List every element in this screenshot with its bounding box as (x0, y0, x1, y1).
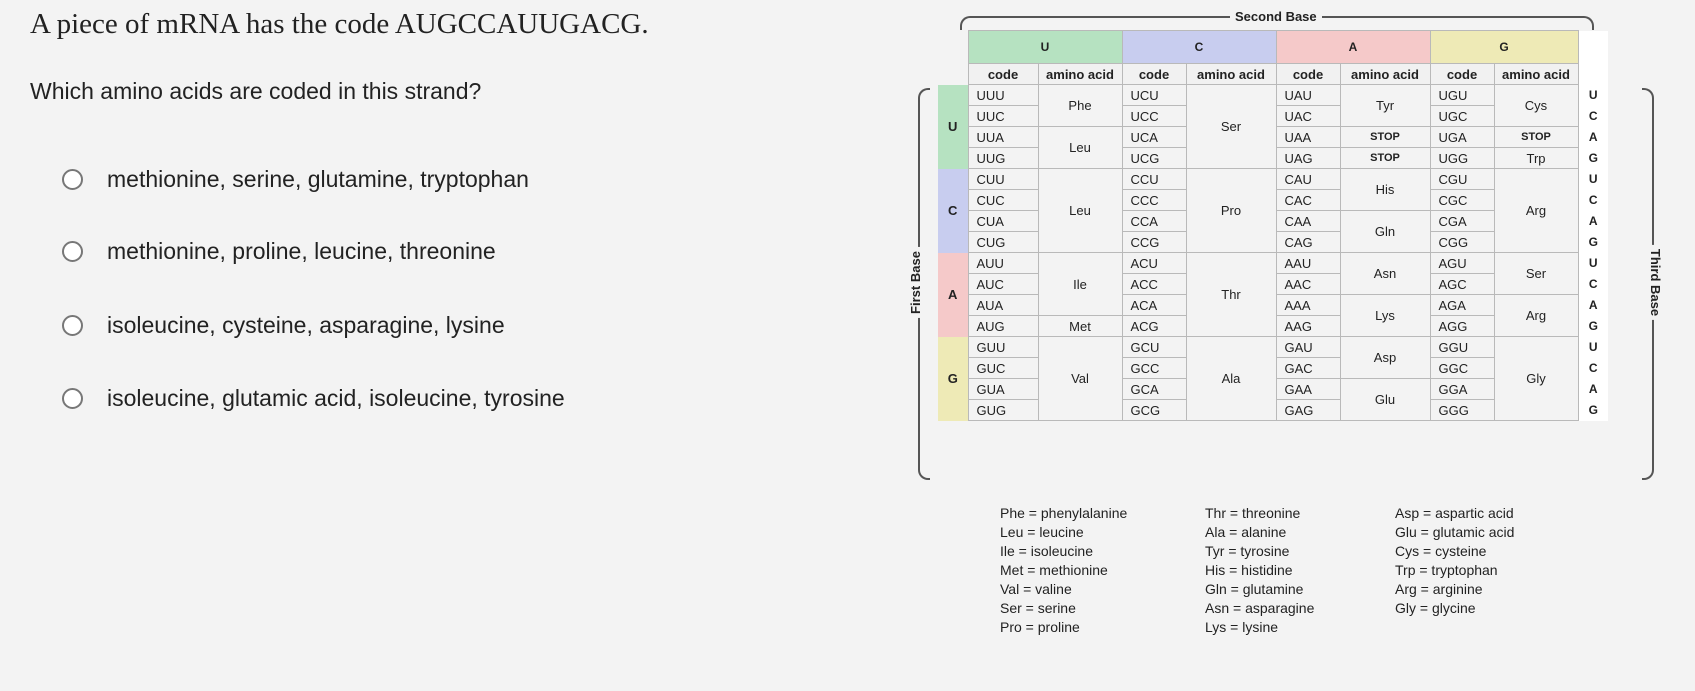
legend-entry: Asp = aspartic acid (1395, 505, 1514, 521)
amino-acid-cell: Leu (1038, 127, 1122, 169)
codon-cell: AGC (1430, 274, 1494, 295)
codon-cell: UUU (968, 85, 1038, 106)
codon-cell: UGA (1430, 127, 1494, 148)
amino-acid-cell: Arg (1494, 295, 1578, 337)
codon-cell: UAU (1276, 85, 1340, 106)
second-base-label: Second Base (1230, 9, 1322, 24)
legend-entry: Arg = arginine (1395, 581, 1483, 597)
amino-acid-cell: STOP (1340, 148, 1430, 169)
radio-button[interactable] (62, 315, 83, 336)
legend-entry: His = histidine (1205, 562, 1293, 578)
codon-cell: AUU (968, 253, 1038, 274)
codon-cell: GCG (1122, 400, 1186, 421)
codon-cell: GUC (968, 358, 1038, 379)
code-column-header: code (1276, 64, 1340, 85)
radio-button[interactable] (62, 388, 83, 409)
legend-entry: Glu = glutamic acid (1395, 524, 1515, 540)
legend-entry: Asn = asparagine (1205, 600, 1315, 616)
codon-cell: UGG (1430, 148, 1494, 169)
amino-acid-cell: STOP (1340, 127, 1430, 148)
answer-option-1[interactable] (62, 166, 529, 193)
codon-cell: AAA (1276, 295, 1340, 316)
amino-acid-cell: Ala (1186, 337, 1276, 421)
codon-cell: GCA (1122, 379, 1186, 400)
third-base-cell: A (1578, 379, 1608, 400)
codon-cell: ACA (1122, 295, 1186, 316)
legend-entry: Gly = glycine (1395, 600, 1476, 616)
amino-acid-cell: His (1340, 169, 1430, 211)
codon-cell: GUA (968, 379, 1038, 400)
codon-cell: UGU (1430, 85, 1494, 106)
legend-entry: Pro = proline (1000, 619, 1080, 635)
legend-entry: Trp = tryptophan (1395, 562, 1498, 578)
third-base-cell: U (1578, 169, 1608, 190)
second-base-header: U (968, 31, 1122, 64)
codon-cell: CAC (1276, 190, 1340, 211)
codon-cell: GUU (968, 337, 1038, 358)
codon-cell: CUC (968, 190, 1038, 211)
codon-cell: GGA (1430, 379, 1494, 400)
codon-cell: GGU (1430, 337, 1494, 358)
codon-cell: CGA (1430, 211, 1494, 232)
amino-acid-cell: STOP (1494, 127, 1578, 148)
third-base-cell: G (1578, 400, 1608, 421)
answer-option-3[interactable] (62, 312, 505, 339)
legend-entry: Phe = phenylalanine (1000, 505, 1128, 521)
codon-cell: UCG (1122, 148, 1186, 169)
option-label: isoleucine, glutamic acid, isoleucine, tyrosine (107, 385, 565, 411)
codon-cell: AGG (1430, 316, 1494, 337)
third-base-cell: C (1578, 190, 1608, 211)
legend-entry: Ala = alanine (1205, 524, 1287, 540)
question-subtitle: Which amino acids are coded in this strand? (30, 78, 482, 104)
codon-cell: GAU (1276, 337, 1340, 358)
codon-cell: ACU (1122, 253, 1186, 274)
third-base-cell: G (1578, 148, 1608, 169)
second-base-header: C (1122, 31, 1276, 64)
codon-cell: UUG (968, 148, 1038, 169)
amino-acid-cell: Pro (1186, 169, 1276, 253)
amino-acid-legend (1000, 505, 1625, 635)
amino-acid-cell: Gly (1494, 337, 1578, 421)
amino-acid-column-header: amino acid (1186, 64, 1276, 85)
codon-cell: UCU (1122, 85, 1186, 106)
legend-entry: Ser = serine (1000, 600, 1076, 616)
codon-cell: CGG (1430, 232, 1494, 253)
codon-table (938, 30, 1608, 421)
codon-cell: AAC (1276, 274, 1340, 295)
first-base-cell: G (938, 337, 968, 421)
amino-acid-cell: Glu (1340, 379, 1430, 421)
code-column-header: code (1430, 64, 1494, 85)
codon-cell: CUG (968, 232, 1038, 253)
corner-cell (1578, 64, 1608, 85)
question-title: A piece of mRNA has the code AUGCCAUUGACG. (30, 8, 649, 40)
third-base-cell: A (1578, 127, 1608, 148)
legend-entry: Val = valine (1000, 581, 1072, 597)
legend-entry: Thr = threonine (1205, 505, 1301, 521)
second-base-header: A (1276, 31, 1430, 64)
amino-acid-cell: Trp (1494, 148, 1578, 169)
codon-cell: GGC (1430, 358, 1494, 379)
third-base-cell: C (1578, 274, 1608, 295)
first-base-cell: U (938, 85, 968, 169)
codon-cell: AUG (968, 316, 1038, 337)
amino-acid-cell: Phe (1038, 85, 1122, 127)
codon-cell: AUC (968, 274, 1038, 295)
third-base-cell: U (1578, 337, 1608, 358)
amino-acid-cell: Asp (1340, 337, 1430, 379)
codon-cell: UGC (1430, 106, 1494, 127)
third-base-cell: G (1578, 316, 1608, 337)
amino-acid-cell: Lys (1340, 295, 1430, 337)
codon-cell: UUC (968, 106, 1038, 127)
amino-acid-cell: Leu (1038, 169, 1122, 253)
amino-acid-cell: Ser (1186, 85, 1276, 169)
codon-cell: GGG (1430, 400, 1494, 421)
corner-cell (1578, 31, 1608, 64)
codon-cell: UCC (1122, 106, 1186, 127)
second-base-header: G (1430, 31, 1578, 64)
amino-acid-cell: Val (1038, 337, 1122, 421)
codon-cell: CUU (968, 169, 1038, 190)
amino-acid-cell: Arg (1494, 169, 1578, 253)
codon-cell: UAC (1276, 106, 1340, 127)
code-column-header: code (1122, 64, 1186, 85)
corner-cell (938, 31, 968, 64)
codon-cell: UUA (968, 127, 1038, 148)
first-base-cell: C (938, 169, 968, 253)
codon-cell: GCC (1122, 358, 1186, 379)
third-base-cell: G (1578, 232, 1608, 253)
amino-acid-cell: Ser (1494, 253, 1578, 295)
amino-acid-cell: Ile (1038, 253, 1122, 316)
corner-cell (938, 64, 968, 85)
amino-acid-cell: Tyr (1340, 85, 1430, 127)
codon-cell: CAU (1276, 169, 1340, 190)
third-base-cell: A (1578, 211, 1608, 232)
option-label: methionine, proline, leucine, threonine (107, 238, 496, 264)
third-base-cell: C (1578, 106, 1608, 127)
codon-cell: ACG (1122, 316, 1186, 337)
third-base-cell: U (1578, 85, 1608, 106)
third-base-cell: C (1578, 358, 1608, 379)
legend-entry: Met = methionine (1000, 562, 1108, 578)
codon-cell: CGC (1430, 190, 1494, 211)
codon-cell: CAG (1276, 232, 1340, 253)
option-label: methionine, serine, glutamine, tryptophan (107, 166, 529, 192)
third-base-label: Third Base (1648, 245, 1663, 320)
legend-entry: Lys = lysine (1205, 619, 1279, 635)
codon-cell: CGU (1430, 169, 1494, 190)
answer-option-4[interactable] (62, 385, 565, 412)
answer-option-2[interactable] (62, 238, 496, 265)
codon-cell: UAG (1276, 148, 1340, 169)
codon-cell: CAA (1276, 211, 1340, 232)
codon-cell: GAC (1276, 358, 1340, 379)
legend-entry: Leu = leucine (1000, 524, 1084, 540)
amino-acid-column-header: amino acid (1038, 64, 1122, 85)
option-label: isoleucine, cysteine, asparagine, lysine (107, 312, 505, 338)
codon-cell: GAA (1276, 379, 1340, 400)
codon-cell: GUG (968, 400, 1038, 421)
legend-entry: Ile = isoleucine (1000, 543, 1094, 559)
codon-cell: CCU (1122, 169, 1186, 190)
legend-entry: Cys = cysteine (1395, 543, 1487, 559)
legend-entry: Gln = glutamine (1205, 581, 1304, 597)
codon-cell: ACC (1122, 274, 1186, 295)
amino-acid-cell: Cys (1494, 85, 1578, 127)
codon-cell: AGU (1430, 253, 1494, 274)
code-column-header: code (968, 64, 1038, 85)
amino-acid-cell: Thr (1186, 253, 1276, 337)
codon-cell: CCC (1122, 190, 1186, 211)
codon-cell: AGA (1430, 295, 1494, 316)
first-base-label: First Base (908, 247, 923, 318)
codon-cell: UAA (1276, 127, 1340, 148)
amino-acid-cell: Asn (1340, 253, 1430, 295)
codon-cell: AAU (1276, 253, 1340, 274)
amino-acid-column-header: amino acid (1340, 64, 1430, 85)
third-base-cell: A (1578, 295, 1608, 316)
codon-cell: UCA (1122, 127, 1186, 148)
codon-cell: AAG (1276, 316, 1340, 337)
amino-acid-cell: Gln (1340, 211, 1430, 253)
radio-button[interactable] (62, 169, 83, 190)
first-base-cell: A (938, 253, 968, 337)
codon-cell: GCU (1122, 337, 1186, 358)
radio-button[interactable] (62, 241, 83, 262)
amino-acid-column-header: amino acid (1494, 64, 1578, 85)
legend-entry: Tyr = tyrosine (1205, 543, 1290, 559)
codon-cell: CUA (968, 211, 1038, 232)
codon-cell: CCG (1122, 232, 1186, 253)
third-base-cell: U (1578, 253, 1608, 274)
codon-cell: GAG (1276, 400, 1340, 421)
codon-cell: AUA (968, 295, 1038, 316)
amino-acid-cell: Met (1038, 316, 1122, 337)
codon-cell: CCA (1122, 211, 1186, 232)
